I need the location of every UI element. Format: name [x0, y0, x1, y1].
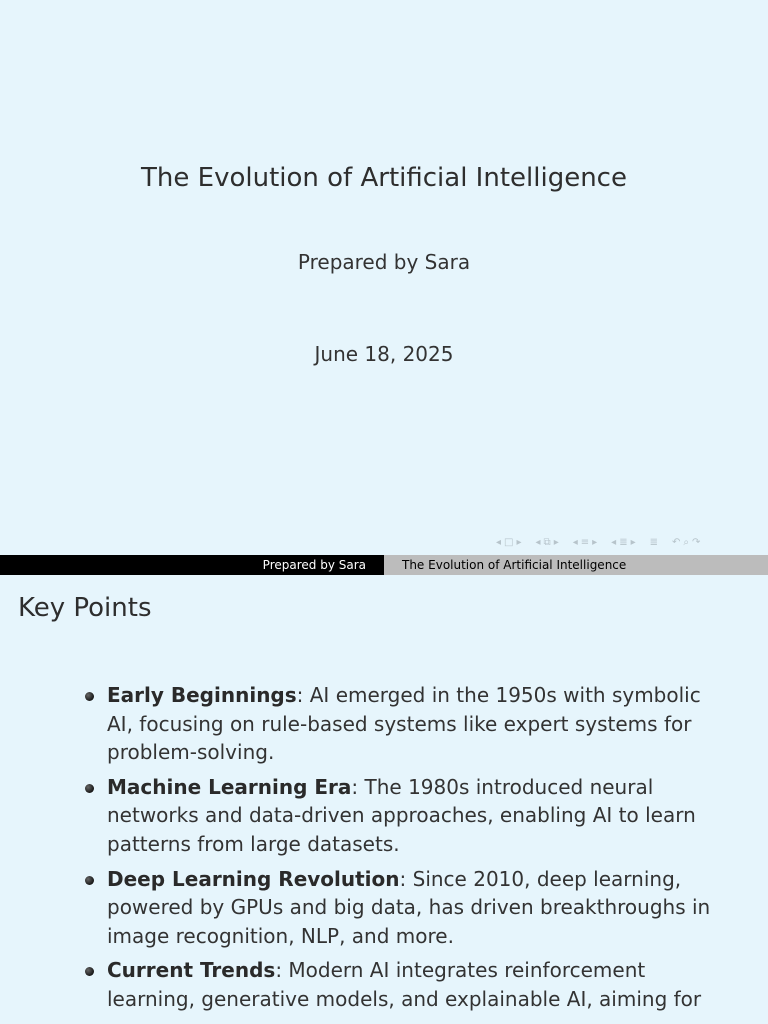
bullet-text: : The 1980s introduced neural networks and data-driven approaches, enabling AI to learn patterns from large datasets.	[107, 774, 696, 856]
nav-prev-subsection-icon[interactable]: ◂	[535, 536, 541, 548]
nav-next-subsection-icon[interactable]: ▸	[553, 536, 559, 548]
nav-frame-icon[interactable]: □	[504, 536, 514, 548]
nav-section-icon[interactable]: ≡	[580, 536, 590, 548]
bullet-text: : Modern AI integrates reinforcement learning, generative models, and explainable AI, aiming for	[107, 958, 702, 1011]
nav-next-frame-icon[interactable]: ▸	[516, 536, 522, 548]
nav-back-icon[interactable]: ↶	[672, 536, 681, 548]
nav-next-part-icon[interactable]: ▸	[630, 536, 636, 548]
frame-title: Key Points	[18, 593, 152, 623]
list-item	[84, 773, 724, 859]
bullet-term: Deep Learning Revolution	[107, 866, 400, 891]
nav-next-section-icon[interactable]: ▸	[592, 536, 598, 548]
list-item	[84, 956, 724, 1013]
footer-title: The Evolution of Artificial Intelligence	[384, 555, 768, 575]
bullet-term: Machine Learning Era	[107, 774, 352, 799]
key-points-slide	[0, 575, 768, 1024]
bullet-term: Early Beginnings	[107, 683, 297, 707]
bullet-icon	[85, 876, 94, 885]
bullet-icon	[85, 784, 94, 793]
nav-part-icon[interactable]: ≣	[619, 536, 628, 548]
nav-prev-section-icon[interactable]: ◂	[572, 536, 578, 548]
nav-subsection-icon[interactable]: ⧉	[543, 536, 551, 548]
bullet-list	[84, 681, 724, 1020]
bullet-icon	[85, 967, 94, 976]
beamer-navigation-symbols	[496, 534, 700, 550]
bullet-text: : Since 2010, deep learning, powered by GPUs and big data, has driven breakthroughs in image recognition, NLP, and more.	[107, 866, 711, 948]
nav-prev-frame-icon[interactable]: ◂	[496, 536, 502, 548]
presentation-date: June 18, 2025	[314, 342, 454, 366]
nav-prev-part-icon[interactable]: ◂	[611, 536, 617, 548]
author-line: Prepared by Sara	[297, 250, 471, 274]
bullet-icon	[85, 692, 94, 701]
bullet-text: : AI emerged in the 1950s with symbolic AI, focusing on rule-based systems like expert systems for problem-solving.	[107, 683, 701, 765]
nav-document-icon[interactable]: ≣	[649, 536, 659, 548]
list-item	[84, 865, 724, 951]
slide-footer	[0, 555, 768, 575]
nav-forward-icon[interactable]: ↷	[692, 536, 701, 548]
footer-author: Prepared by Sara	[0, 555, 384, 575]
presentation-title: The Evolution of Artificial Intelligence	[141, 163, 627, 193]
bullet-term: Current Trends	[107, 958, 276, 983]
list-item	[84, 681, 724, 767]
nav-search-icon[interactable]: ⌕	[683, 536, 690, 548]
